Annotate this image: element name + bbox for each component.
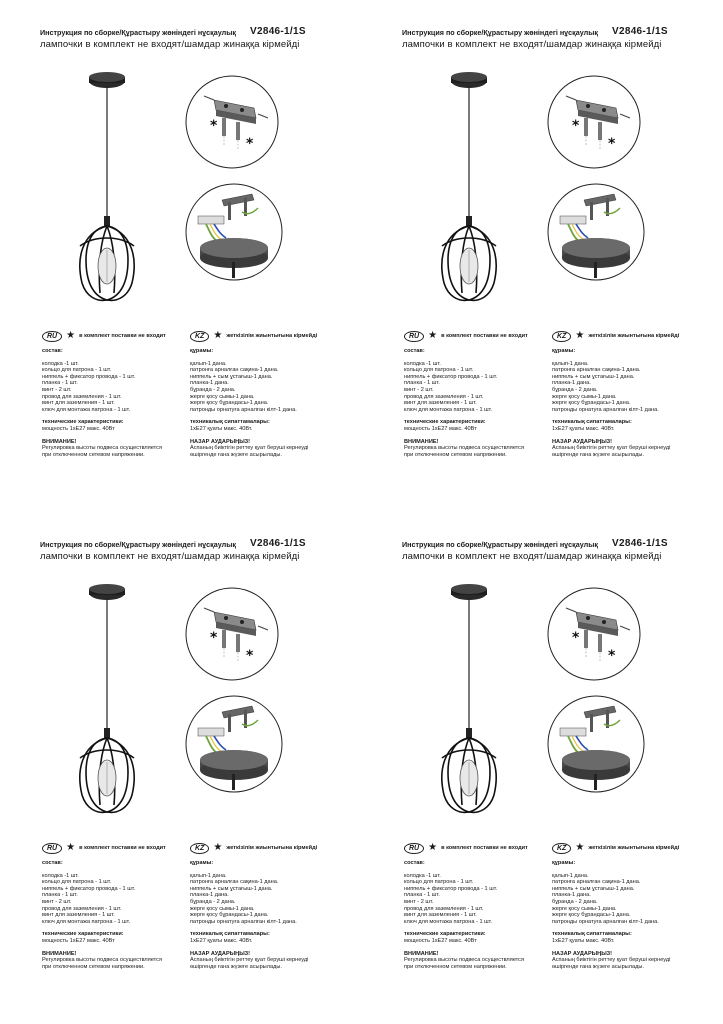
canopy-wiring-detail xyxy=(546,182,646,282)
list-item: бұранда - 2 дана. xyxy=(552,386,598,393)
star-icon: ★ xyxy=(428,842,438,853)
bulbs-not-included-note: лампочки в комплект не входят/шамдар жинаққа кірмейді xyxy=(402,551,662,562)
pendant-lamp-illustration xyxy=(72,580,152,825)
ru-tech-value: мощность 1xE27 макс. 40Вт xyxy=(404,425,477,432)
ru-tech-label: технические характеристики: xyxy=(404,419,486,426)
star-icon: ★ xyxy=(213,330,223,341)
ru-warning-line: Регулировка высоты подвеса осуществляется xyxy=(42,957,162,964)
ru-warning-label: ВНИМАНИЕ! xyxy=(42,438,77,445)
ru-tech-value: мощность 1xE27 макс. 40Вт xyxy=(42,937,115,944)
list-item: бұранда - 2 дана. xyxy=(190,898,236,905)
list-item: колодка -1 шт. xyxy=(404,360,441,367)
list-item: бұранда - 2 дана. xyxy=(552,898,598,905)
ru-warning-line: при отключенном сетевом напряжении. xyxy=(42,963,145,970)
list-item: ключ для монтажа патрона - 1 шт. xyxy=(404,918,493,925)
svg-text:*: * xyxy=(210,118,218,134)
kz-language-badge: KZ xyxy=(552,331,571,342)
list-item: патронды орнатуға арналған кілт-1 дана. xyxy=(552,918,659,925)
list-item: планка-1 дана. xyxy=(552,892,591,899)
mounting-bracket-detail xyxy=(546,586,642,682)
list-item: винт для заземления - 1 шт. xyxy=(42,912,115,919)
list-item: жерге қосу бұрандасы-1 дана. xyxy=(552,400,631,407)
kz-warning-line: Аспаның биіктігін реттеу қуат беруші кернеуді xyxy=(190,445,309,452)
ru-not-included-text: в комплект поставки не входит xyxy=(79,844,166,851)
list-item: ключ для монтажа патрона - 1 шт. xyxy=(42,918,131,925)
kz-composition-label: құрамы: xyxy=(552,860,576,866)
list-item: патронға арналған сақина-1 дана. xyxy=(552,879,641,886)
list-item: планка - 1 шт. xyxy=(42,892,78,899)
instruction-sheet xyxy=(362,512,723,1024)
list-item: винт для заземления - 1 шт. xyxy=(404,912,477,919)
ru-language-badge: RU xyxy=(404,331,424,342)
model-number: V2846-1/1S xyxy=(250,26,306,37)
ru-warning-label: ВНИМАНИЕ! xyxy=(404,950,439,957)
model-number: V2846-1/1S xyxy=(250,538,306,549)
kz-header xyxy=(552,330,712,342)
ru-warning-label: ВНИМАНИЕ! xyxy=(42,950,77,957)
kz-warning-label: НАЗАР АУДАРЫҢЫЗ! xyxy=(552,950,613,957)
ru-composition-label: состав: xyxy=(42,348,63,354)
list-item: жерге қосу бұрандасы-1 дана. xyxy=(190,400,269,407)
ru-warning-line: Регулировка высоты подвеса осуществляется xyxy=(404,445,524,452)
ru-tech-label: технические характеристики: xyxy=(42,931,124,938)
kz-composition-label: құрамы: xyxy=(552,348,576,354)
kz-warning-line: Аспаның биіктігін реттеу қуат беруші кернеуді xyxy=(552,957,671,964)
list-item: жерге қосу бұрандасы-1 дана. xyxy=(190,912,269,919)
kz-warning-label: НАЗАР АУДАРЫҢЫЗ! xyxy=(190,438,251,445)
instruction-sheet xyxy=(362,0,723,512)
list-item: жерге қосу сымы-1 дана. xyxy=(552,393,617,400)
kz-tech-label: техникалық сипаттамалары: xyxy=(552,931,632,938)
list-item: ниппель + фиксатор провода - 1 шт. xyxy=(42,373,136,380)
list-item: колодка -1 шт. xyxy=(42,360,79,367)
kz-tech-value: 1xE27 қуаты макс. 40Вт. xyxy=(552,937,615,944)
kz-column xyxy=(190,842,350,970)
svg-text:*: * xyxy=(608,136,616,152)
list-item: колодка -1 шт. xyxy=(42,872,79,879)
list-item: провод для заземления - 1 шт. xyxy=(404,905,484,912)
ru-parts-list xyxy=(42,361,192,414)
kz-language-badge: KZ xyxy=(552,843,571,854)
list-item: провод для заземления - 1 шт. xyxy=(404,393,484,400)
kz-warning-line: өшіргенде ғана жүзеге асырылады. xyxy=(552,451,644,458)
list-item: планка - 1 шт. xyxy=(404,892,440,899)
kz-parts-list xyxy=(552,873,712,926)
kz-warning-label: НАЗАР АУДАРЫҢЫЗ! xyxy=(190,950,251,957)
list-item: бұранда - 2 дана. xyxy=(190,386,236,393)
list-item: жерге қосу сымы-1 дана. xyxy=(190,393,255,400)
pendant-lamp-illustration xyxy=(72,68,152,313)
ru-column xyxy=(42,842,192,970)
ru-tech-label: технические характеристики: xyxy=(42,419,124,426)
ru-parts-list xyxy=(42,873,192,926)
kz-tech-label: техникалық сипаттамалары: xyxy=(552,419,632,426)
kz-not-included-text: жеткізілім жиынтығына кірмейді xyxy=(588,844,680,851)
list-item: патронға арналған сақина-1 дана. xyxy=(552,367,641,374)
list-item: жерге қосу сымы-1 дана. xyxy=(190,905,255,912)
list-item: қалып-1 дана. xyxy=(190,360,227,367)
kz-not-included-text: жеткізілім жиынтығына кірмейді xyxy=(226,332,318,339)
kz-tech-label: техникалық сипаттамалары: xyxy=(190,419,270,426)
kz-warning-line: өшіргенде ғана жүзеге асырылады. xyxy=(552,963,644,970)
ru-language-badge: RU xyxy=(42,331,62,342)
kz-column xyxy=(552,842,712,970)
kz-header xyxy=(552,842,712,854)
instruction-title: Инструкция по сборке/Құрастыру жөніндегі нұсқаулық xyxy=(402,540,598,549)
canopy-wiring-detail xyxy=(546,694,646,794)
kz-tech-value: 1xE27 қуаты макс. 40Вт. xyxy=(190,937,253,944)
star-icon: ★ xyxy=(575,330,585,341)
kz-column xyxy=(552,330,712,458)
bulbs-not-included-note: лампочки в комплект не входят/шамдар жинаққа кірмейді xyxy=(402,39,662,50)
kz-warning-label: НАЗАР АУДАРЫҢЫЗ! xyxy=(552,438,613,445)
star-icon: ★ xyxy=(66,330,76,341)
kz-warning-line: Аспаның биіктігін реттеу қуат беруші кернеуді xyxy=(190,957,309,964)
list-item: қалып-1 дана. xyxy=(552,360,589,367)
ru-warning-line: Регулировка высоты подвеса осуществляется xyxy=(404,957,524,964)
kz-parts-list xyxy=(190,873,350,926)
svg-text:*: * xyxy=(246,136,254,152)
star-icon: ★ xyxy=(428,330,438,341)
svg-text:*: * xyxy=(246,648,254,664)
list-item: планка - 1 шт. xyxy=(404,380,440,387)
kz-warning-line: Аспаның биіктігін реттеу қуат беруші кернеуді xyxy=(552,445,671,452)
instruction-sheet xyxy=(0,512,361,1024)
kz-tech-value: 1xE27 қуаты макс. 40Вт. xyxy=(190,425,253,432)
bulbs-not-included-note: лампочки в комплект не входят/шамдар жинаққа кірмейді xyxy=(40,551,300,562)
ru-not-included-text: в комплект поставки не входит xyxy=(441,844,528,851)
model-number: V2846-1/1S xyxy=(612,538,668,549)
kz-composition-label: құрамы: xyxy=(190,860,214,866)
ru-warning-label: ВНИМАНИЕ! xyxy=(404,438,439,445)
list-item: ниппель + сым ұстағыш-1 дана. xyxy=(190,373,273,380)
ru-header xyxy=(404,842,554,854)
list-item: винт - 2 шт. xyxy=(404,898,434,905)
list-item: винт - 2 шт. xyxy=(404,386,434,393)
ru-warning-line: при отключенном сетевом напряжении. xyxy=(404,451,507,458)
list-item: винт - 2 шт. xyxy=(42,898,72,905)
ru-column xyxy=(404,842,554,970)
instruction-title: Инструкция по сборке/Құрастыру жөніндегі нұсқаулық xyxy=(402,28,598,37)
list-item: ниппель + сым ұстағыш-1 дана. xyxy=(552,885,635,892)
kz-warning-line: өшіргенде ғана жүзеге асырылады. xyxy=(190,451,282,458)
instruction-title: Инструкция по сборке/Құрастыру жөніндегі нұсқаулық xyxy=(40,28,236,37)
list-item: винт для заземления - 1 шт. xyxy=(404,400,477,407)
list-item: кольцо для патрона - 1 шт. xyxy=(42,367,112,374)
kz-not-included-text: жеткізілім жиынтығына кірмейді xyxy=(588,332,680,339)
list-item: патронға арналған сақина-1 дана. xyxy=(190,879,279,886)
ru-warning-line: при отключенном сетевом напряжении. xyxy=(404,963,507,970)
list-item: винт для заземления - 1 шт. xyxy=(42,400,115,407)
list-item: планка-1 дана. xyxy=(190,380,229,387)
list-item: ключ для монтажа патрона - 1 шт. xyxy=(404,406,493,413)
ru-parts-list xyxy=(404,361,554,414)
ru-header xyxy=(404,330,554,342)
mounting-bracket-detail xyxy=(184,74,280,170)
list-item: патронға арналған сақина-1 дана. xyxy=(190,367,279,374)
instruction-title: Инструкция по сборке/Құрастыру жөніндегі нұсқаулық xyxy=(40,540,236,549)
list-item: планка-1 дана. xyxy=(552,380,591,387)
ru-tech-label: технические характеристики: xyxy=(404,931,486,938)
list-item: колодка -1 шт. xyxy=(404,872,441,879)
kz-composition-label: құрамы: xyxy=(190,348,214,354)
list-item: ниппель + сым ұстағыш-1 дана. xyxy=(190,885,273,892)
list-item: қалып-1 дана. xyxy=(552,872,589,879)
list-item: планка - 1 шт. xyxy=(42,380,78,387)
ru-header xyxy=(42,330,192,342)
model-number: V2846-1/1S xyxy=(612,26,668,37)
kz-header xyxy=(190,330,350,342)
ru-composition-label: состав: xyxy=(42,860,63,866)
ru-header xyxy=(42,842,192,854)
ru-not-included-text: в комплект поставки не входит xyxy=(79,332,166,339)
list-item: патронды орнатуға арналған кілт-1 дана. xyxy=(190,406,297,413)
star-icon: ★ xyxy=(575,842,585,853)
mounting-bracket-detail xyxy=(546,74,642,170)
list-item: жерге қосу сымы-1 дана. xyxy=(552,905,617,912)
ru-warning-line: Регулировка высоты подвеса осуществляется xyxy=(42,445,162,452)
list-item: ниппель + фиксатор провода - 1 шт. xyxy=(404,885,498,892)
ru-tech-value: мощность 1xE27 макс. 40Вт xyxy=(404,937,477,944)
list-item: ключ для монтажа патрона - 1 шт. xyxy=(42,406,131,413)
list-item: винт - 2 шт. xyxy=(42,386,72,393)
list-item: кольцо для патрона - 1 шт. xyxy=(42,879,112,886)
list-item: провод для заземления - 1 шт. xyxy=(42,393,122,400)
kz-not-included-text: жеткізілім жиынтығына кірмейді xyxy=(226,844,318,851)
kz-tech-value: 1xE27 қуаты макс. 40Вт. xyxy=(552,425,615,432)
kz-header xyxy=(190,842,350,854)
list-item: кольцо для патрона - 1 шт. xyxy=(404,367,474,374)
canopy-wiring-detail xyxy=(184,694,284,794)
mounting-bracket-detail xyxy=(184,586,280,682)
list-item: ниппель + фиксатор провода - 1 шт. xyxy=(42,885,136,892)
kz-warning-line: өшіргенде ғана жүзеге асырылады. xyxy=(190,963,282,970)
ru-language-badge: RU xyxy=(42,843,62,854)
svg-text:*: * xyxy=(572,118,580,134)
ru-parts-list xyxy=(404,873,554,926)
star-icon: ★ xyxy=(213,842,223,853)
ru-not-included-text: в комплект поставки не входит xyxy=(441,332,528,339)
kz-tech-label: техникалық сипаттамалары: xyxy=(190,931,270,938)
instruction-sheet xyxy=(0,0,361,512)
list-item: патронды орнатуға арналған кілт-1 дана. xyxy=(190,918,297,925)
list-item: ниппель + фиксатор провода - 1 шт. xyxy=(404,373,498,380)
list-item: провод для заземления - 1 шт. xyxy=(42,905,122,912)
list-item: патронды орнатуға арналған кілт-1 дана. xyxy=(552,406,659,413)
list-item: жерге қосу бұрандасы-1 дана. xyxy=(552,912,631,919)
list-item: ниппель + сым ұстағыш-1 дана. xyxy=(552,373,635,380)
svg-text:*: * xyxy=(572,630,580,646)
star-icon: ★ xyxy=(66,842,76,853)
bulbs-not-included-note: лампочки в комплект не входят/шамдар жинаққа кірмейді xyxy=(40,39,300,50)
kz-language-badge: KZ xyxy=(190,331,209,342)
ru-warning-line: при отключенном сетевом напряжении. xyxy=(42,451,145,458)
ru-language-badge: RU xyxy=(404,843,424,854)
list-item: кольцо для патрона - 1 шт. xyxy=(404,879,474,886)
list-item: қалып-1 дана. xyxy=(190,872,227,879)
pendant-lamp-illustration xyxy=(434,68,514,313)
kz-parts-list xyxy=(552,361,712,414)
svg-text:*: * xyxy=(210,630,218,646)
ru-composition-label: состав: xyxy=(404,860,425,866)
kz-language-badge: KZ xyxy=(190,843,209,854)
ru-composition-label: состав: xyxy=(404,348,425,354)
canopy-wiring-detail xyxy=(184,182,284,282)
ru-column xyxy=(42,330,192,458)
kz-parts-list xyxy=(190,361,350,414)
list-item: планка-1 дана. xyxy=(190,892,229,899)
ru-tech-value: мощность 1xE27 макс. 40Вт xyxy=(42,425,115,432)
pendant-lamp-illustration xyxy=(434,580,514,825)
kz-column xyxy=(190,330,350,458)
ru-column xyxy=(404,330,554,458)
svg-text:*: * xyxy=(608,648,616,664)
